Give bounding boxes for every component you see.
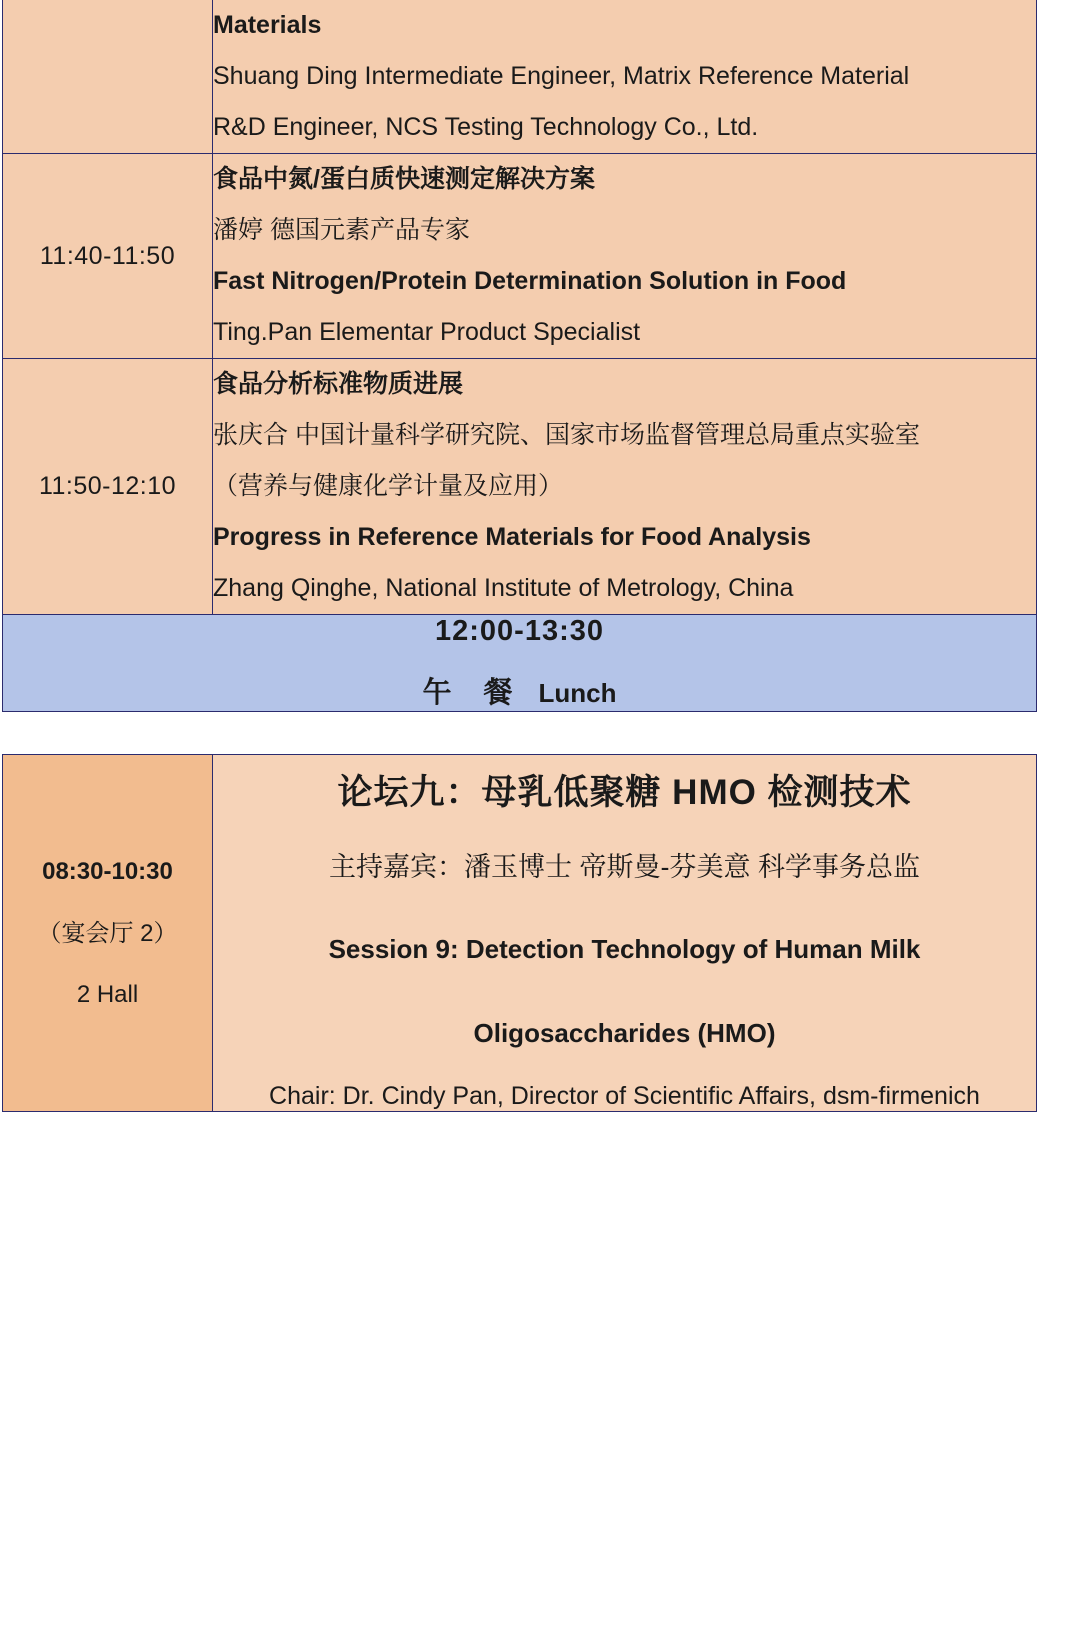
session-title-cn: 食品中氮/蛋白质快速测定解决方案: [213, 165, 595, 193]
session-time-cell: [3, 755, 213, 1112]
table-gap: [0, 712, 1080, 754]
lunch-cell: [3, 615, 1037, 712]
session-time: 08:30-10:30: [42, 858, 173, 886]
row-time-cell: [3, 0, 213, 154]
session-speaker-affiliation: R&D Engineer, NCS Testing Technology Co., Ltd.: [213, 113, 759, 141]
session-venue-en: 2 Hall: [76, 980, 139, 1008]
session-speaker-cn: 张庆合 中国计量科学研究院、国家市场监督管理总局重点实验室: [213, 421, 920, 449]
agenda-table: [2, 0, 1037, 712]
session-speaker-cn-cont: （营养与健康化学计量及应用）: [213, 472, 564, 500]
row-content-cell: [213, 0, 1037, 154]
session-speaker-cn: 潘婷 德国元素产品专家: [213, 216, 470, 244]
session-table: [2, 754, 1037, 1112]
row-content-cell: [213, 154, 1037, 359]
row-content-cell: [213, 359, 1037, 615]
lunch-label-cn: 午 餐: [422, 677, 525, 709]
session-speaker: Shuang Ding Intermediate Engineer, Matrix Reference Material: [213, 62, 910, 90]
session-title-en-line1: Session 9: Detection Technology of Human Milk: [328, 934, 921, 964]
session-title-cn: 食品分析标准物质进展: [213, 370, 464, 398]
session-title-en-line2: Oligosaccharides (HMO): [473, 1018, 776, 1049]
table-row: [3, 359, 1037, 615]
session-title-cn: 论坛九：母乳低聚糖 HMO 检测技术: [337, 773, 912, 812]
session-title-en: Progress in Reference Materials for Food Analysis: [213, 523, 811, 551]
session-content-cell: [213, 755, 1037, 1112]
lunch-label: [3, 670, 1036, 711]
row-time-cell: 11:50-12:10: [3, 359, 213, 615]
session-chair-en: Chair: Dr. Cindy Pan, Director of Scientific Affairs, dsm-firmenich: [269, 1082, 980, 1111]
lunch-row: [3, 615, 1037, 712]
session-speaker-en: Zhang Qinghe, National Institute of Metrology, China: [213, 574, 794, 602]
session-title-en: Fast Nitrogen/Protein Determination Solution in Food: [213, 267, 847, 295]
session-title: Materials: [213, 11, 322, 39]
row-time-cell: 11:40-11:50: [3, 154, 213, 359]
table-row: [3, 755, 1037, 1112]
session-venue-cn: （宴会厅 2）: [37, 919, 178, 947]
lunch-time: 12:00-13:30: [435, 615, 604, 647]
session-speaker-en: Ting.Pan Elementar Product Specialist: [213, 318, 641, 346]
lunch-label-en: Lunch: [538, 678, 617, 708]
session-chair-cn: 主持嘉宾：潘玉博士 帝斯曼-芬美意 科学事务总监: [329, 852, 920, 882]
table-row: [3, 154, 1037, 359]
table-row: [3, 0, 1037, 154]
